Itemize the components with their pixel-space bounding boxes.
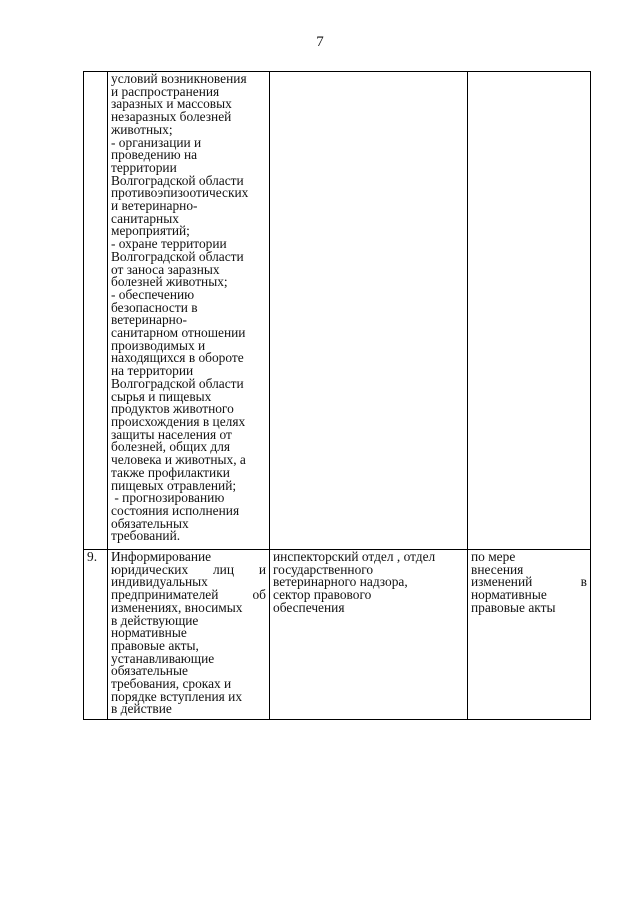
row-number-cell: 9.	[84, 550, 108, 720]
row-number-cell	[84, 72, 108, 550]
measure-text-cell: условий возникновения и распространения заразных и массовых незаразных болезней животных; - организации и проведению на территории Волгоградской области противоэпизоотических и ветеринарно- санитарных мероприятий; - охране территории Волгоградской области от заноса заразных болезней животных; - обеспечению безопасности в ветеринарно- санитарном отношении производимых и находящихся в обороте на территории Волгоградской области сырья и пищевых продуктов животного происхождения в целях защиты населения от болезней, общих для человека и животных, а также профилактики пищевых отравлений; - прогнозированию состояния исполнения обязательных требований.	[108, 72, 270, 550]
executor-cell	[270, 72, 468, 550]
term-cell: по мере внесения изменений в нормативные правовые акты	[468, 550, 591, 720]
measure-text-cell: Информирование юридических лиц и индивидуальных предпринимателей об изменениях, вносимых в действующие нормативные правовые акты, устанавливающие обязательные требования, сроках и порядке вступления их в действие	[108, 550, 270, 720]
measures-table	[83, 71, 591, 720]
executor-cell: инспекторский отдел , отдел государственного ветеринарного надзора, сектор правового обеспечения	[270, 550, 468, 720]
term-cell	[468, 72, 591, 550]
page-number: 7	[316, 34, 324, 50]
table-row	[84, 72, 591, 550]
table-row	[84, 550, 591, 720]
